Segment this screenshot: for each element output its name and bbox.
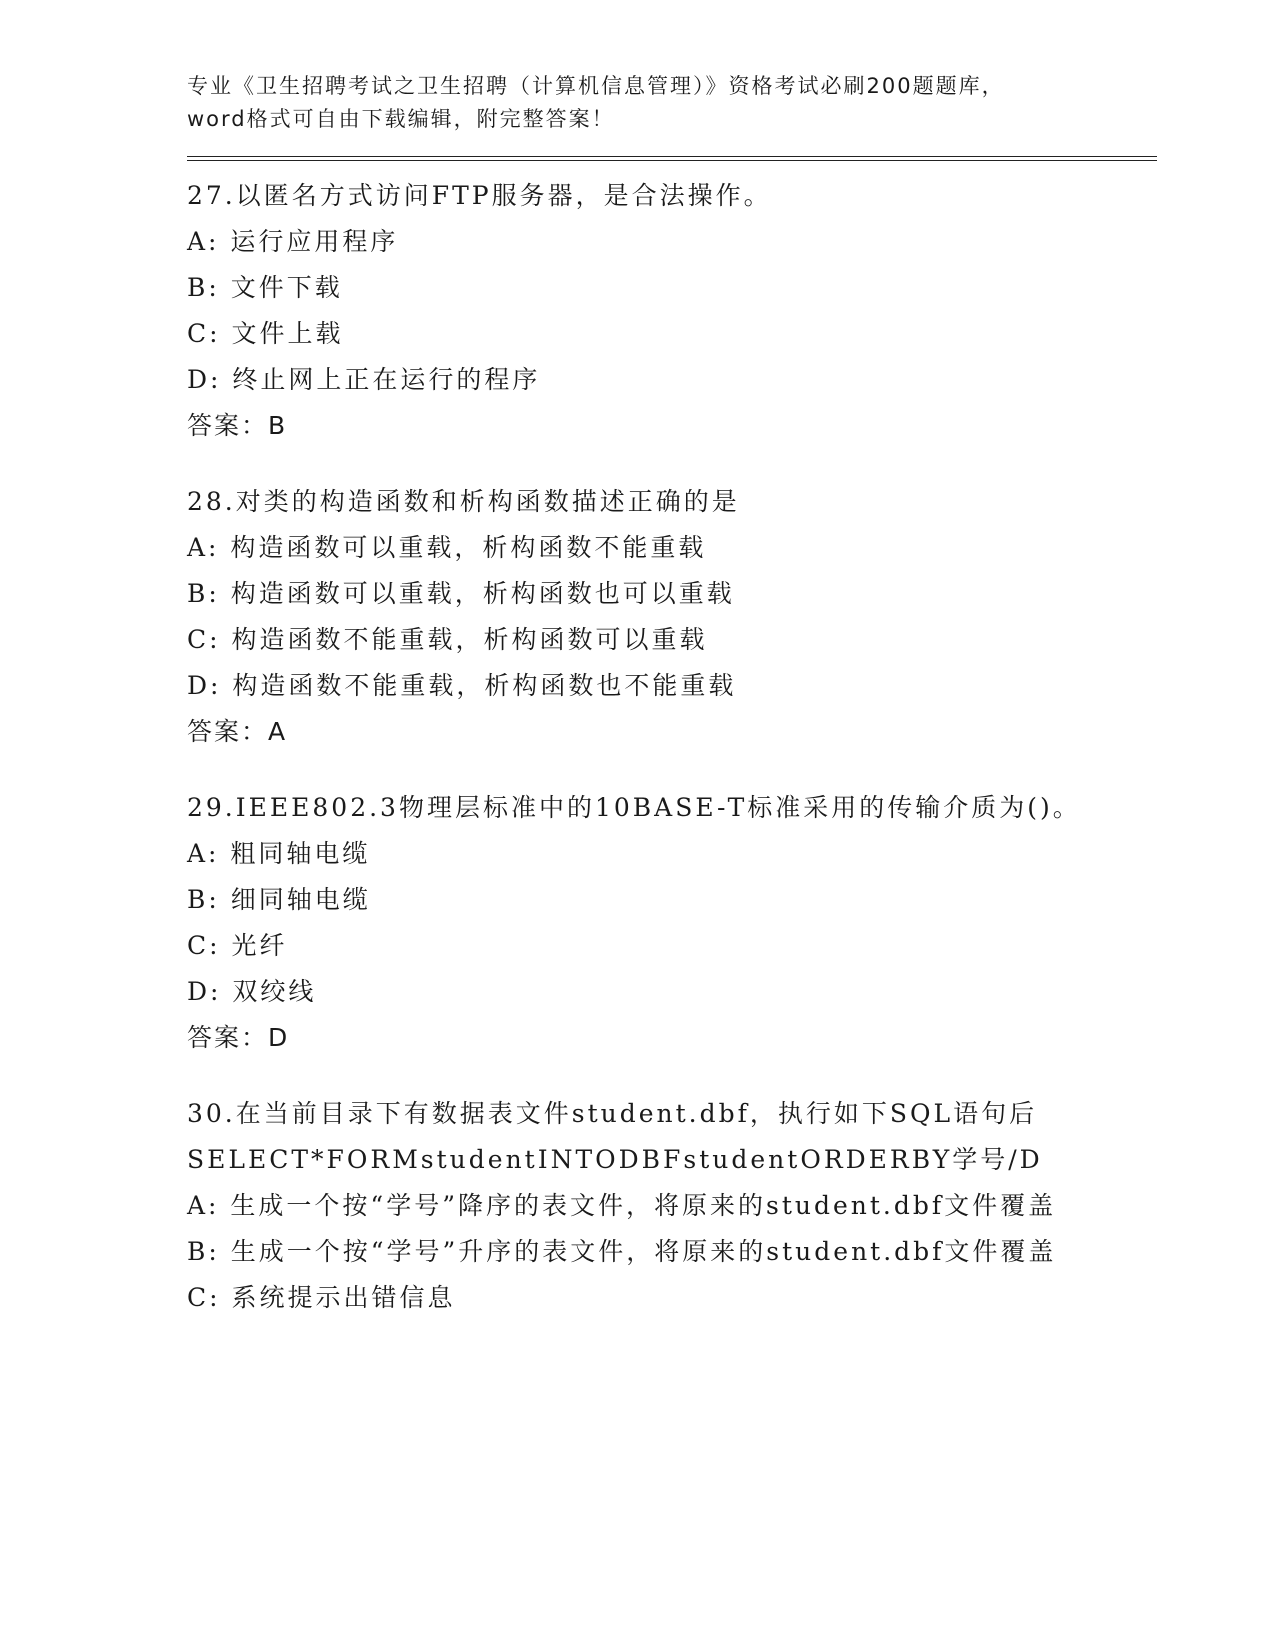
question-30 (187, 1091, 1157, 1321)
document-page (187, 70, 1157, 1351)
header-divider (187, 156, 1157, 161)
question-stem: 28.对类的构造函数和析构函数描述正确的是 (187, 487, 740, 516)
answer: 答案：B (187, 411, 288, 440)
question-29 (187, 785, 1157, 1061)
option-a: A: 粗同轴电缆 (187, 839, 371, 868)
option-c: C: 文件上载 (187, 319, 344, 348)
option-a: A: 生成一个按“学号”降序的表文件，将原来的student.dbf文件覆盖 (187, 1191, 1057, 1220)
document-header-line-2: word格式可自由下载编辑，附完整答案！ (187, 107, 615, 131)
question-stem: 30.在当前目录下有数据表文件student.dbf，执行如下SQL语句后 (187, 1099, 1038, 1128)
option-b: B: 生成一个按“学号”升序的表文件，将原来的student.dbf文件覆盖 (187, 1237, 1057, 1266)
question-stem: 27.以匿名方式访问FTP服务器，是合法操作。 (187, 181, 772, 210)
answer: 答案：A (187, 717, 288, 746)
option-d: D: 双绞线 (187, 977, 317, 1006)
question-28 (187, 479, 1157, 755)
option-b: B: 构造函数可以重载，析构函数也可以重载 (187, 579, 735, 608)
option-b: B: 文件下载 (187, 273, 343, 302)
option-c: C: 构造函数不能重载，析构函数可以重载 (187, 625, 708, 654)
option-d: D: 构造函数不能重载，析构函数也不能重载 (187, 671, 737, 700)
question-stem: 29.IEEE802.3物理层标准中的10BASE-T标准采用的传输介质为()。 (187, 793, 1081, 822)
option-c: C: 光纤 (187, 931, 288, 960)
question-list (187, 173, 1157, 1321)
option-a: A: 构造函数可以重载，析构函数不能重载 (187, 533, 707, 562)
question-27 (187, 173, 1157, 449)
option-d: D: 终止网上正在运行的程序 (187, 365, 541, 394)
document-header-line-1: 专业《卫生招聘考试之卫生招聘（计算机信息管理）》资格考试必刷200题题库， (187, 74, 1005, 98)
option-b: B: 细同轴电缆 (187, 885, 371, 914)
answer: 答案：D (187, 1023, 290, 1052)
option-a: A: 运行应用程序 (187, 227, 399, 256)
question-stem-sql: SELECT*FORMstudentINTODBFstudentORDERBY学号/D (187, 1145, 1043, 1174)
option-c: C: 系统提示出错信息 (187, 1283, 456, 1312)
